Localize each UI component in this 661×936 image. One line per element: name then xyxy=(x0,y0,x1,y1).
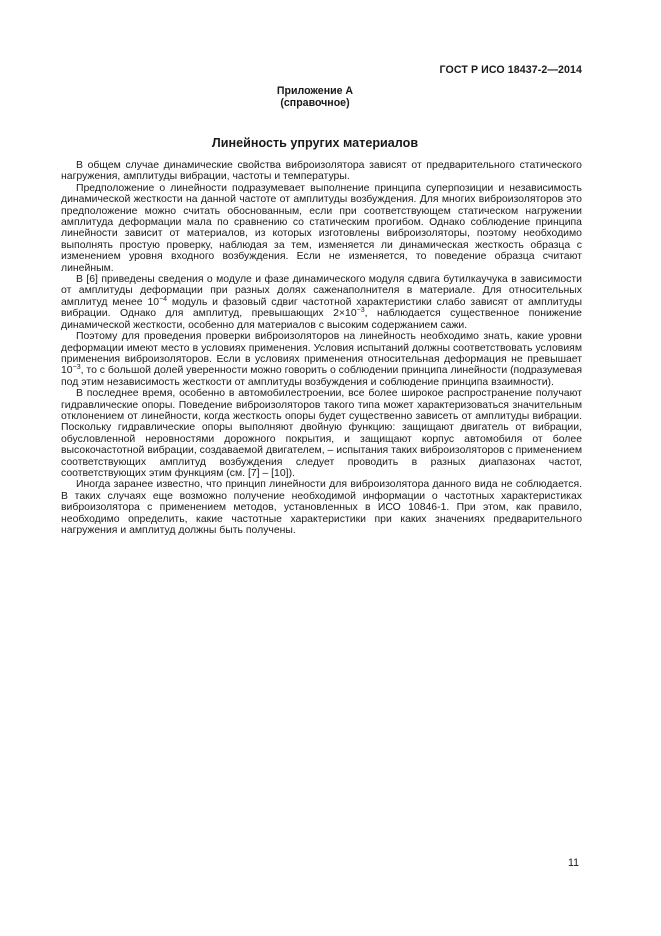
paragraph-6: Иногда заранее известно, что принцип линейности для виброизолятора данного вида не соблюдается. В таких случаях еще возможно получение необходимой информации о частотных характеристиках виброизолятора с применением методов, установленных в ИСО 10846-1. При этом, как правило, необходимо определить, какие частотные характеристики при каких значениях предварительного нагружения и амплитуд должны быть получены. xyxy=(61,479,582,536)
appendix-type: (справочное) xyxy=(280,97,350,110)
body-text xyxy=(61,160,582,536)
paragraph-3-part-2: модуль и фазовый сдвиг частотной характеристики слабо зависят от амплитуды вибрации. Однако для амплитуд, превышающих 2×10 xyxy=(61,296,582,320)
page-number: 11 xyxy=(568,857,579,869)
paragraph-4-part-1: Поэтому для проведения проверки виброизоляторов на линейность необходимо знать, какие уровни деформации имеют место в условиях применения. Условия испытаний должны соответствовать условиям применения виброизоляторов. Если в условиях применения относительная деформация не превышает 10 xyxy=(61,331,582,377)
section-title: Линейность упругих материалов xyxy=(211,136,419,150)
paragraph-1: В общем случае динамические свойства виброизолятора зависят от предварительного статического нагружения, амплитуды вибрации, частоты и температуры. xyxy=(61,160,582,183)
appendix-heading xyxy=(0,85,630,110)
exponent: −4 xyxy=(159,295,168,303)
standard-code: ГОСТ Р ИСО 18437-2—2014 xyxy=(439,64,582,76)
appendix-label: Приложение А xyxy=(276,85,354,97)
paragraph-4-part-2: , то с большой долей уверенности можно говорить о соблюдении принципа линейности (подразумевая под этим независимость жесткости от амплитуды возбуждения и соблюдение принципа взаимности). xyxy=(61,365,582,388)
paragraph-3-part-1: В [6] приведены сведения о модуле и фазе динамического модуля сдвига бутилкаучука в зависимости от амплитуды деформации при разных долях саженаполнителя в материале. Для относительных амплитуд менее 10 xyxy=(61,274,582,308)
paragraph-5: В последнее время, особенно в автомобилестроении, все более широкое распространение получают гидравлические опоры. Поведение виброизоляторов такого типа может характеризоваться значительным отклонением от линейности, когда жесткость опоры будет существенно зависеть от амплитуды вибрации. Поскольку гидравлические опоры выполняют двойную функцию: защищают двигатель от вибрации, обусловленной неровностями дорожного покрытия, и защищают корпус автомобиля от более высокочастотной вибрации, создаваемой двигателем, – испытания таких виброизоляторов с применением соответствующих амплитуд возбуждения следует проводить в разных диапазонах частот, соответствующих этим функциям (см. [7] – [10]). xyxy=(61,388,582,479)
paragraph-2: Предположение о линейности подразумевает выполнение принципа суперпозиции и независимость динамической жесткости на данной частоте от амплитуды возбуждения. Для многих виброизоляторов это предположение можно считать обоснованным, если при соответствующем статическом нагружении амплитуда деформации мала по сравнению со статическим прогибом. Однако соблюдение принципа линейности зависит от материалов, из которых изготовлены виброизоляторы, поэтому необходимо выполнять простую проверку, наблюдая за тем, изменяется ли динамическая жесткость образца с изменением уровня входного возбуждения. Если не изменяется, то поведение образца считают линейным. xyxy=(61,182,582,274)
exponent: −3 xyxy=(72,364,81,372)
paragraph-3 xyxy=(61,274,582,331)
paragraph-4 xyxy=(61,331,582,388)
exponent: −3 xyxy=(356,307,365,315)
paragraph-3-part-3: , наблюдается существенное понижение динамической жесткости, особенно для материалов с высоким содержанием сажи. xyxy=(61,308,582,331)
